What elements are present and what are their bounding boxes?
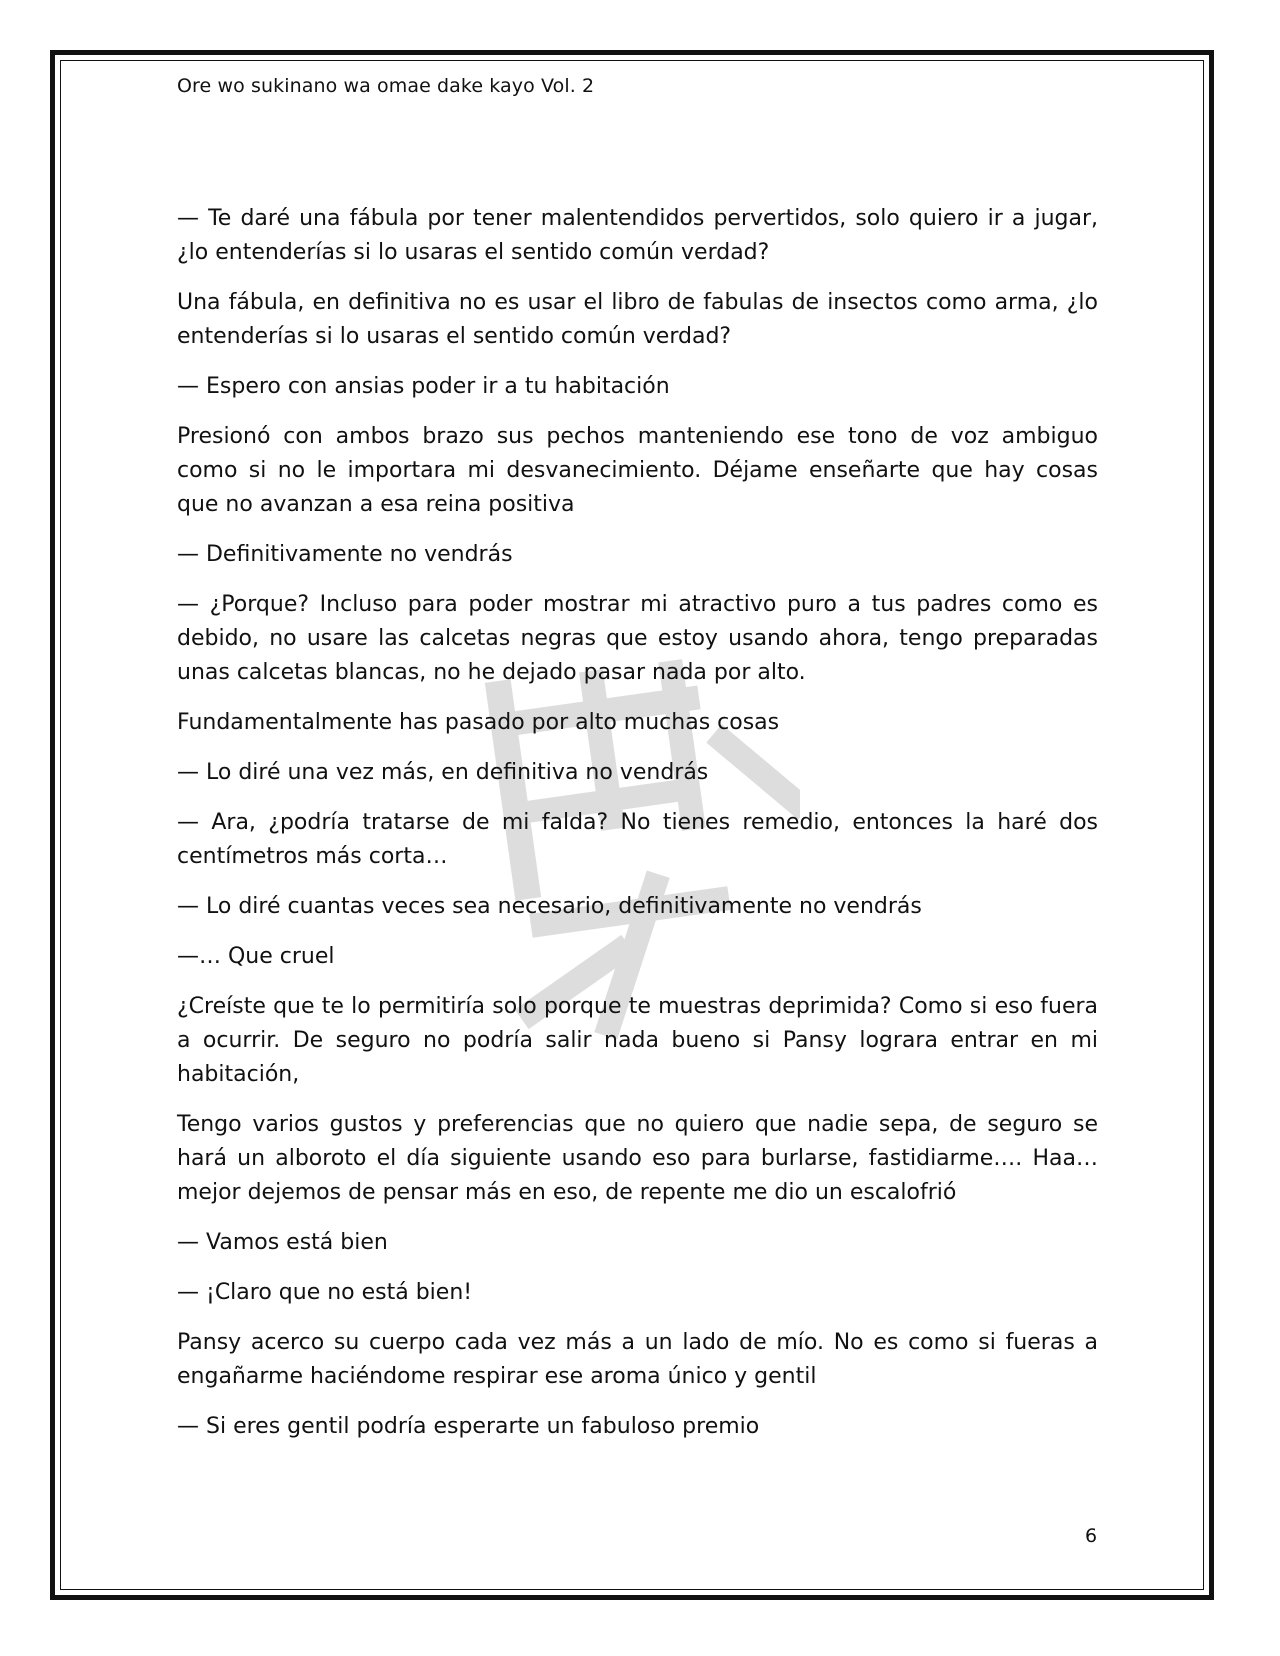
running-header: Ore wo sukinano wa omae dake kayo Vol. 2 xyxy=(177,75,595,97)
paragraph: Presionó con ambos brazo sus pechos manteniendo ese tono de voz ambiguo como si no le importara mi desvanecimiento. Déjame enseñarte que hay cosas que no avanzan a esa reina positiva xyxy=(177,424,1098,517)
paragraph: — Vamos está bien xyxy=(177,1230,388,1255)
paragraph: Una fábula, en definitiva no es usar el libro de fabulas de insectos como arma, ¿lo entenderías si lo usaras el sentido común verdad? xyxy=(177,290,1098,349)
paragraph: — Definitivamente no vendrás xyxy=(177,542,513,567)
paragraph: — Si eres gentil podría esperarte un fabuloso premio xyxy=(177,1414,760,1439)
paragraph: Fundamentalmente has pasado por alto muchas cosas xyxy=(177,710,780,735)
page-number: 6 xyxy=(1085,1525,1098,1547)
paragraph: Pansy acerco su cuerpo cada vez más a un lado de mío. No es como si fueras a engañarme haciéndome respirar ese aroma único y gentil xyxy=(177,1330,1098,1389)
paragraph: — Espero con ansias poder ir a tu habitación xyxy=(177,374,670,399)
paragraph: — Ara, ¿podría tratarse de mi falda? No tienes remedio, entonces la haré dos centímetros más corta… xyxy=(177,810,1098,869)
paragraph: — Lo diré una vez más, en definitiva no vendrás xyxy=(177,760,709,785)
paragraph: —… Que cruel xyxy=(177,944,335,969)
paragraph: — Lo diré cuantas veces sea necesario, definitivamente no vendrás xyxy=(177,894,922,919)
paragraph: — Te daré una fábula por tener malentendidos pervertidos, solo quiero ir a jugar, ¿lo entenderías si lo usaras el sentido común verdad? xyxy=(177,206,1098,265)
paragraph: — ¿Porque? Incluso para poder mostrar mi atractivo puro a tus padres como es debido, no usare las calcetas negras que estoy usando ahora, tengo preparadas unas calcetas blancas, no he dejado pasar nada por alto. xyxy=(177,592,1098,685)
paragraph: — ¡Claro que no está bien! xyxy=(177,1280,473,1305)
paragraph: Tengo varios gustos y preferencias que no quiero que nadie sepa, de seguro se hará un alboroto el día siguiente usando eso para burlarse, fastidiarme…. Haa… mejor dejemos de pensar más en eso, de repente me dio un escalofrió xyxy=(177,1112,1098,1205)
body-text xyxy=(177,202,1098,1460)
paragraph: ¿Creíste que te lo permitiría solo porque te muestras deprimida? Como si eso fuera a ocurrir. De seguro no podría salir nada bueno si Pansy lograra entrar en mi habitación, xyxy=(177,994,1098,1087)
